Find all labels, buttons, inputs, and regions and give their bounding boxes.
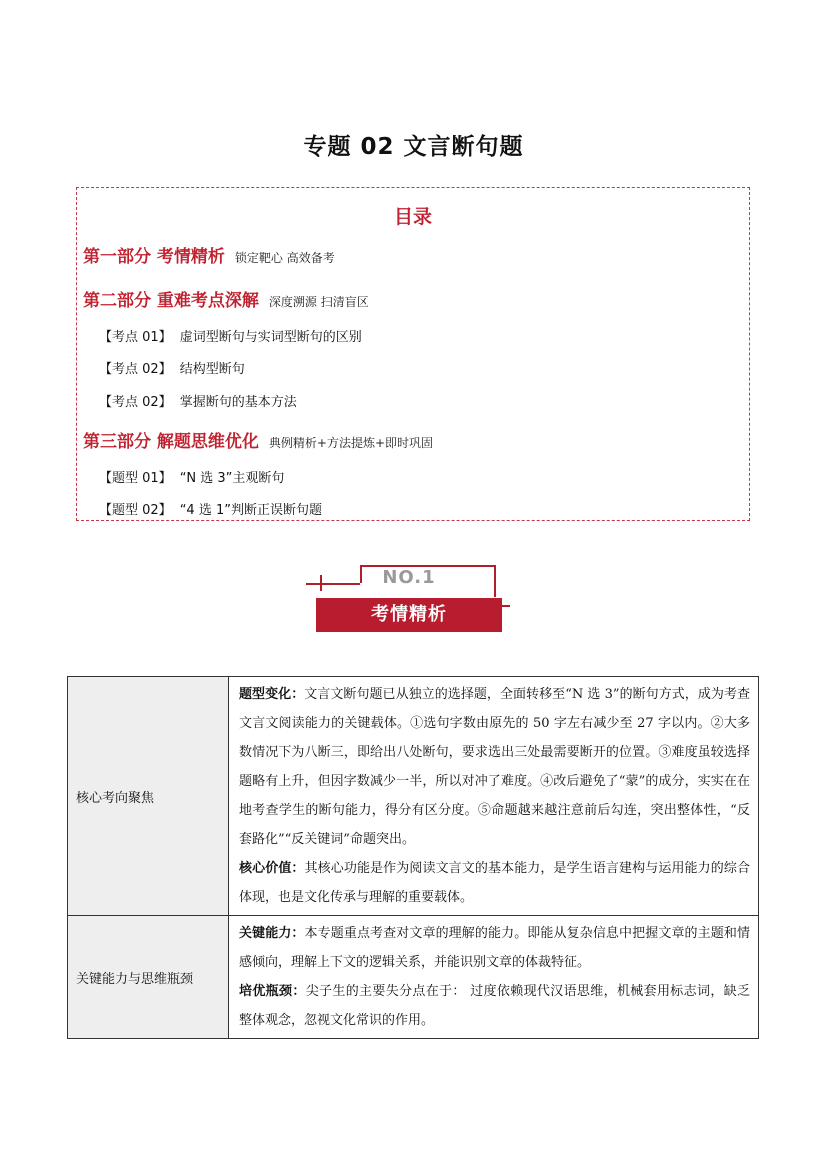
toc-type-text: “N 选 3”主观断句 (179, 471, 285, 486)
content-paragraph (239, 854, 750, 912)
toc-part-subtitle: 锁定靶心 高效备考 (234, 251, 335, 265)
paragraph-term: 关键能力： (239, 926, 305, 941)
toc-point-text: 虚词型断句与实词型断句的区别 (179, 330, 362, 345)
banner-frame-right (494, 565, 496, 597)
toc-part-subtitle: 典例精析+方法提炼+即时巩固 (268, 436, 434, 450)
row-content (229, 677, 759, 916)
paragraph-text: 文言文断句题已从独立的选择题，全面转移至“N 选 3”的断句方式，成为考查文言文阅读能力的关键载体。①选句字数由原先的 50 字左右减少至 27 字以内。②大多数情况下为八断三，即给出八处断句，要求选出三处最需要断开的位置。③难度虽较选择题略有上升，但因字数减少一半，所以对冲了难度。④改后避免了“蒙”的成分，实实在在地考查学生的断句能力，得分有区分度。⑤命题越来越注意前后勾连，突出整体性，“反套路化”“反关键词”命题突出。 (239, 687, 750, 847)
paragraph-text: 本专题重点考查对文章的理解的能力。即能从复杂信息中把握文章的主题和情感倾向，理解上下文的逻辑关系，并能识别文章的体裁特征。 (239, 926, 750, 970)
toc-point-text: 结构型断句 (179, 362, 245, 377)
toc-point-1[interactable] (99, 326, 362, 345)
content-paragraph (239, 977, 750, 1035)
paragraph-text: 其核心功能是作为阅读文言文的基本能力，是学生语言建构与运用能力的综合体现，也是文化传承与理解的重要载体。 (239, 861, 750, 905)
banner-line-left (306, 583, 360, 585)
toc-point-tag: 【考点 01】 (99, 330, 172, 345)
toc-point-tag: 【考点 02】 (99, 395, 172, 410)
toc-part-1[interactable] (83, 242, 335, 267)
content-paragraph (239, 680, 750, 854)
toc-part-label: 第三部分 解题思维优化 (83, 432, 259, 452)
paragraph-text: 尖子生的主要失分点在于： 过度依赖现代汉语思维，机械套用标志词，缺乏整体观念，忽视文化常识的作用。 (239, 984, 750, 1028)
banner-label: 考情精析 (316, 598, 502, 632)
toc-point-2[interactable] (99, 358, 245, 377)
toc-part-subtitle: 深度溯源 扫清盲区 (268, 295, 369, 309)
toc-part-label: 第二部分 重难考点深解 (83, 291, 259, 311)
toc-type-1[interactable] (99, 467, 284, 486)
banner-tick-left (320, 575, 322, 591)
toc-type-tag: 【题型 02】 (99, 503, 172, 518)
row-label: 核心考向聚焦 (68, 677, 229, 916)
toc-part-2[interactable] (83, 286, 369, 311)
paragraph-term: 核心价值： (239, 861, 305, 876)
section-banner (306, 565, 516, 635)
table-row (68, 677, 759, 916)
paragraph-term: 题型变化： (239, 687, 305, 702)
paragraph-term: 培优瓶颈： (239, 984, 306, 999)
banner-frame-left (360, 565, 362, 583)
toc-type-tag: 【题型 01】 (99, 471, 172, 486)
toc-point-3[interactable] (99, 391, 297, 410)
exam-analysis-table (67, 676, 759, 1039)
toc-part-3[interactable] (83, 427, 433, 452)
toc-heading: 目录 (393, 206, 432, 228)
toc-part-label: 第一部分 考情精析 (83, 247, 225, 267)
table-of-contents (76, 187, 750, 521)
table-row (68, 916, 759, 1039)
toc-type-text: “4 选 1”判断正误断句题 (179, 503, 322, 518)
document-title: 专题 02 文言断句题 (303, 134, 524, 160)
row-content (229, 916, 759, 1039)
banner-number: NO.1 (382, 567, 436, 588)
row-label: 关键能力与思维瓶颈 (68, 916, 229, 1039)
toc-point-tag: 【考点 02】 (99, 362, 172, 377)
content-paragraph (239, 919, 750, 977)
toc-point-text: 掌握断句的基本方法 (179, 395, 297, 410)
toc-type-2[interactable] (99, 499, 322, 518)
